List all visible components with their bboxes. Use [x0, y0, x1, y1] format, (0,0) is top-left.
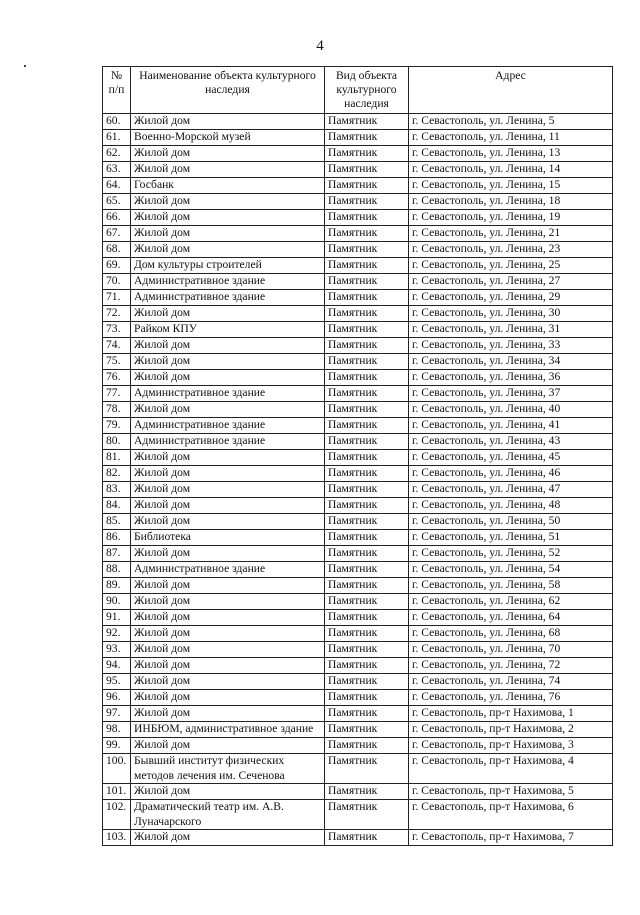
row-number: 101. — [103, 784, 131, 800]
row-name: Райком КПУ — [131, 322, 325, 338]
row-name: ИНБЮМ, административное здание — [131, 722, 325, 738]
row-type: Памятник — [325, 258, 409, 274]
table-row — [103, 562, 613, 578]
row-number: 94. — [103, 658, 131, 674]
row-type: Памятник — [325, 450, 409, 466]
row-type: Памятник — [325, 178, 409, 194]
header-address: Адрес — [409, 67, 613, 114]
row-name: Жилой дом — [131, 658, 325, 674]
row-type: Памятник — [325, 482, 409, 498]
row-type: Памятник — [325, 830, 409, 846]
row-number: 87. — [103, 546, 131, 562]
row-name: Жилой дом — [131, 354, 325, 370]
table-row — [103, 130, 613, 146]
row-address: г. Севастополь, пр-т Нахимова, 6 — [409, 800, 613, 830]
row-name: Жилой дом — [131, 338, 325, 354]
row-number: 83. — [103, 482, 131, 498]
row-type: Памятник — [325, 784, 409, 800]
row-type: Памятник — [325, 130, 409, 146]
table-row — [103, 370, 613, 386]
row-type: Памятник — [325, 498, 409, 514]
row-address: г. Севастополь, ул. Ленина, 18 — [409, 194, 613, 210]
row-type: Памятник — [325, 800, 409, 830]
row-type: Памятник — [325, 338, 409, 354]
row-address: г. Севастополь, ул. Ленина, 68 — [409, 626, 613, 642]
row-name: Административное здание — [131, 434, 325, 450]
row-number: 96. — [103, 690, 131, 706]
row-number: 76. — [103, 370, 131, 386]
row-number: 84. — [103, 498, 131, 514]
table-row — [103, 594, 613, 610]
table-row — [103, 706, 613, 722]
row-address: г. Севастополь, ул. Ленина, 19 — [409, 210, 613, 226]
row-type: Памятник — [325, 674, 409, 690]
row-type: Памятник — [325, 530, 409, 546]
row-address: г. Севастополь, ул. Ленина, 30 — [409, 306, 613, 322]
row-number: 88. — [103, 562, 131, 578]
table-row — [103, 162, 613, 178]
row-number: 97. — [103, 706, 131, 722]
row-type: Памятник — [325, 290, 409, 306]
row-address: г. Севастополь, пр-т Нахимова, 7 — [409, 830, 613, 846]
row-name: Жилой дом — [131, 498, 325, 514]
row-name: Жилой дом — [131, 466, 325, 482]
row-name: Драматический театр им. А.В. Луначарского — [131, 800, 325, 830]
row-name: Жилой дом — [131, 674, 325, 690]
row-address: г. Севастополь, ул. Ленина, 74 — [409, 674, 613, 690]
row-number: 65. — [103, 194, 131, 210]
table-row — [103, 306, 613, 322]
table-row — [103, 626, 613, 642]
row-type: Памятник — [325, 226, 409, 242]
row-address: г. Севастополь, ул. Ленина, 47 — [409, 482, 613, 498]
row-number: 93. — [103, 642, 131, 658]
row-name: Административное здание — [131, 290, 325, 306]
scan-dot — [24, 65, 26, 67]
row-name: Жилой дом — [131, 482, 325, 498]
row-type: Памятник — [325, 514, 409, 530]
row-number: 85. — [103, 514, 131, 530]
row-name: Бывший институт физических методов лечения им. Сеченова — [131, 754, 325, 784]
row-address: г. Севастополь, пр-т Нахимова, 4 — [409, 754, 613, 784]
row-address: г. Севастополь, ул. Ленина, 27 — [409, 274, 613, 290]
row-number: 91. — [103, 610, 131, 626]
row-number: 73. — [103, 322, 131, 338]
row-name: Жилой дом — [131, 226, 325, 242]
table-row — [103, 210, 613, 226]
row-number: 61. — [103, 130, 131, 146]
row-name: Жилой дом — [131, 514, 325, 530]
table-row — [103, 784, 613, 800]
row-type: Памятник — [325, 466, 409, 482]
row-address: г. Севастополь, ул. Ленина, 51 — [409, 530, 613, 546]
row-name: Жилой дом — [131, 784, 325, 800]
row-type: Памятник — [325, 690, 409, 706]
row-number: 102. — [103, 800, 131, 830]
row-number: 92. — [103, 626, 131, 642]
row-type: Памятник — [325, 146, 409, 162]
row-number: 67. — [103, 226, 131, 242]
row-number: 78. — [103, 402, 131, 418]
row-number: 99. — [103, 738, 131, 754]
row-number: 68. — [103, 242, 131, 258]
row-number: 62. — [103, 146, 131, 162]
row-type: Памятник — [325, 562, 409, 578]
row-name: Жилой дом — [131, 242, 325, 258]
row-name: Жилой дом — [131, 690, 325, 706]
row-type: Памятник — [325, 722, 409, 738]
row-address: г. Севастополь, ул. Ленина, 54 — [409, 562, 613, 578]
table-row — [103, 402, 613, 418]
row-name: Библиотека — [131, 530, 325, 546]
row-name: Госбанк — [131, 178, 325, 194]
row-name: Жилой дом — [131, 162, 325, 178]
row-number: 75. — [103, 354, 131, 370]
table-row — [103, 546, 613, 562]
row-name: Жилой дом — [131, 706, 325, 722]
row-address: г. Севастополь, ул. Ленина, 23 — [409, 242, 613, 258]
row-address: г. Севастополь, ул. Ленина, 21 — [409, 226, 613, 242]
header-name: Наименование объекта культурного наследия — [131, 67, 325, 114]
row-name: Жилой дом — [131, 594, 325, 610]
row-type: Памятник — [325, 370, 409, 386]
table-row — [103, 738, 613, 754]
page-number: 4 — [316, 38, 324, 54]
row-name: Жилой дом — [131, 450, 325, 466]
row-number: 90. — [103, 594, 131, 610]
header-number: № п/п — [103, 67, 131, 114]
table-row — [103, 754, 613, 784]
row-type: Памятник — [325, 706, 409, 722]
row-type: Памятник — [325, 626, 409, 642]
row-address: г. Севастополь, ул. Ленина, 52 — [409, 546, 613, 562]
row-address: г. Севастополь, ул. Ленина, 45 — [409, 450, 613, 466]
table-row — [103, 290, 613, 306]
row-type: Памятник — [325, 162, 409, 178]
row-number: 81. — [103, 450, 131, 466]
table-row — [103, 386, 613, 402]
row-number: 64. — [103, 178, 131, 194]
row-address: г. Севастополь, ул. Ленина, 34 — [409, 354, 613, 370]
row-name: Жилой дом — [131, 306, 325, 322]
table-row — [103, 530, 613, 546]
table-row — [103, 146, 613, 162]
table-row — [103, 226, 613, 242]
table-row — [103, 642, 613, 658]
row-type: Памятник — [325, 274, 409, 290]
row-number: 98. — [103, 722, 131, 738]
row-number: 79. — [103, 418, 131, 434]
row-type: Памятник — [325, 418, 409, 434]
row-type: Памятник — [325, 354, 409, 370]
table-row — [103, 178, 613, 194]
row-address: г. Севастополь, ул. Ленина, 40 — [409, 402, 613, 418]
row-address: г. Севастополь, ул. Ленина, 58 — [409, 578, 613, 594]
heritage-objects-table — [102, 66, 613, 846]
row-address: г. Севастополь, ул. Ленина, 15 — [409, 178, 613, 194]
row-number: 66. — [103, 210, 131, 226]
table-row — [103, 514, 613, 530]
table-row — [103, 578, 613, 594]
row-number: 70. — [103, 274, 131, 290]
row-type: Памятник — [325, 386, 409, 402]
row-name: Жилой дом — [131, 402, 325, 418]
table-row — [103, 690, 613, 706]
table-row — [103, 610, 613, 626]
row-address: г. Севастополь, ул. Ленина, 41 — [409, 418, 613, 434]
table-row — [103, 498, 613, 514]
row-number: 63. — [103, 162, 131, 178]
row-address: г. Севастополь, ул. Ленина, 25 — [409, 258, 613, 274]
row-name: Жилой дом — [131, 370, 325, 386]
table-row — [103, 274, 613, 290]
row-number: 72. — [103, 306, 131, 322]
row-type: Памятник — [325, 658, 409, 674]
row-address: г. Севастополь, ул. Ленина, 62 — [409, 594, 613, 610]
row-name: Военно-Морской музей — [131, 130, 325, 146]
row-address: г. Севастополь, ул. Ленина, 64 — [409, 610, 613, 626]
row-number: 60. — [103, 114, 131, 130]
row-name: Жилой дом — [131, 546, 325, 562]
row-number: 77. — [103, 386, 131, 402]
row-type: Памятник — [325, 306, 409, 322]
table-row — [103, 450, 613, 466]
row-name: Жилой дом — [131, 626, 325, 642]
row-address: г. Севастополь, ул. Ленина, 33 — [409, 338, 613, 354]
row-name: Жилой дом — [131, 610, 325, 626]
table-row — [103, 800, 613, 830]
table-row — [103, 466, 613, 482]
row-number: 95. — [103, 674, 131, 690]
row-address: г. Севастополь, ул. Ленина, 37 — [409, 386, 613, 402]
row-address: г. Севастополь, пр-т Нахимова, 2 — [409, 722, 613, 738]
row-address: г. Севастополь, ул. Ленина, 29 — [409, 290, 613, 306]
row-name: Жилой дом — [131, 578, 325, 594]
row-address: г. Севастополь, ул. Ленина, 14 — [409, 162, 613, 178]
table-row — [103, 482, 613, 498]
row-name: Жилой дом — [131, 146, 325, 162]
table-row — [103, 242, 613, 258]
row-address: г. Севастополь, ул. Ленина, 46 — [409, 466, 613, 482]
header-type: Вид объекта культурного наследия — [325, 67, 409, 114]
row-address: г. Севастополь, ул. Ленина, 43 — [409, 434, 613, 450]
row-address: г. Севастополь, ул. Ленина, 70 — [409, 642, 613, 658]
row-name: Административное здание — [131, 418, 325, 434]
row-name: Административное здание — [131, 562, 325, 578]
row-number: 82. — [103, 466, 131, 482]
row-type: Памятник — [325, 402, 409, 418]
row-type: Памятник — [325, 546, 409, 562]
row-address: г. Севастополь, ул. Ленина, 76 — [409, 690, 613, 706]
row-number: 74. — [103, 338, 131, 354]
table-row — [103, 658, 613, 674]
row-number: 100. — [103, 754, 131, 784]
row-type: Памятник — [325, 194, 409, 210]
row-number: 86. — [103, 530, 131, 546]
table-row — [103, 322, 613, 338]
row-name: Дом культуры строителей — [131, 258, 325, 274]
row-name: Жилой дом — [131, 830, 325, 846]
row-name: Жилой дом — [131, 642, 325, 658]
row-name: Административное здание — [131, 386, 325, 402]
table-header-row — [103, 67, 613, 114]
row-address: г. Севастополь, пр-т Нахимова, 3 — [409, 738, 613, 754]
row-name: Жилой дом — [131, 210, 325, 226]
row-number: 89. — [103, 578, 131, 594]
table-row — [103, 194, 613, 210]
row-address: г. Севастополь, ул. Ленина, 5 — [409, 114, 613, 130]
table-row — [103, 338, 613, 354]
row-type: Памятник — [325, 322, 409, 338]
row-address: г. Севастополь, ул. Ленина, 36 — [409, 370, 613, 386]
row-type: Памятник — [325, 754, 409, 784]
row-name: Жилой дом — [131, 738, 325, 754]
row-address: г. Севастополь, ул. Ленина, 48 — [409, 498, 613, 514]
table-row — [103, 114, 613, 130]
row-type: Памятник — [325, 738, 409, 754]
row-address: г. Севастополь, ул. Ленина, 11 — [409, 130, 613, 146]
row-name: Жилой дом — [131, 194, 325, 210]
table-body — [103, 114, 613, 846]
row-name: Жилой дом — [131, 114, 325, 130]
row-name: Административное здание — [131, 274, 325, 290]
row-type: Памятник — [325, 594, 409, 610]
row-number: 103. — [103, 830, 131, 846]
table-row — [103, 722, 613, 738]
row-number: 69. — [103, 258, 131, 274]
table-row — [103, 434, 613, 450]
row-type: Памятник — [325, 642, 409, 658]
row-number: 80. — [103, 434, 131, 450]
row-number: 71. — [103, 290, 131, 306]
row-type: Памятник — [325, 578, 409, 594]
row-address: г. Севастополь, пр-т Нахимова, 5 — [409, 784, 613, 800]
row-type: Памятник — [325, 114, 409, 130]
row-type: Памятник — [325, 434, 409, 450]
row-address: г. Севастополь, ул. Ленина, 31 — [409, 322, 613, 338]
row-type: Памятник — [325, 242, 409, 258]
table-row — [103, 674, 613, 690]
row-address: г. Севастополь, ул. Ленина, 13 — [409, 146, 613, 162]
row-type: Памятник — [325, 610, 409, 626]
table-row — [103, 258, 613, 274]
table-row — [103, 418, 613, 434]
row-type: Памятник — [325, 210, 409, 226]
row-address: г. Севастополь, ул. Ленина, 50 — [409, 514, 613, 530]
row-address: г. Севастополь, пр-т Нахимова, 1 — [409, 706, 613, 722]
table-row — [103, 354, 613, 370]
row-address: г. Севастополь, ул. Ленина, 72 — [409, 658, 613, 674]
table-row — [103, 830, 613, 846]
